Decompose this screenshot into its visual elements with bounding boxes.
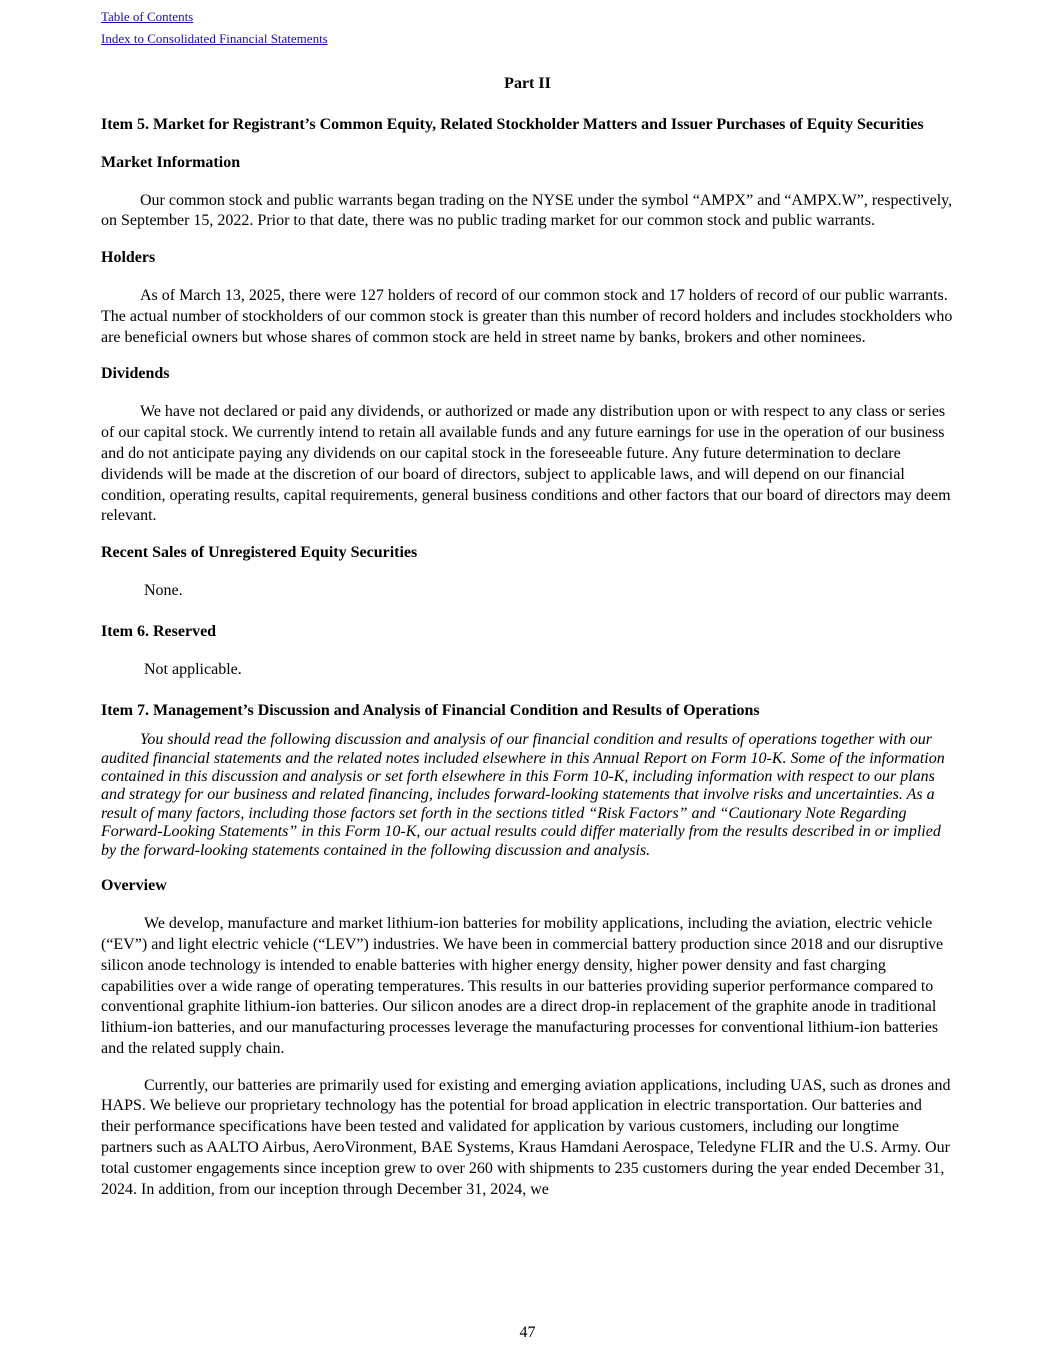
index-to-financial-statements-link[interactable]: Index to Consolidated Financial Statements [101,31,328,46]
dividends-heading: Dividends [101,365,170,383]
holders-text: As of March 13, 2025, there were 127 holders of record of our common stock and 17 holders of record of our public warrants. The actual number of stockholders of our common stock is greater than this number of record holders and includes stockholders who are beneficial owners but whose shares of common stock are held in street name by banks, brokers and other nominees. [101,287,953,346]
overview-paragraph-1: We develop, manufacture and market lithium-ion batteries for mobility applications, including the aviation, electric vehicle (“EV”) and light electric vehicle (“LEV”) industries. We have been in commercial battery production since 2018 and our disruptive silicon anode technology is intended to enable batteries with higher energy density, higher power density and fast charging capabilities over a wide range of operating temperatures. This results in our batteries providing superior performance compared to conventional graphite lithium-ion batteries. Our silicon anodes are a direct drop-in replacement of the graphite anode in traditional lithium-ion batteries, and our manufacturing processes leverage the manufacturing processes for conventional lithium-ion batteries and the related supply chain. [101,915,944,1057]
recent-sales-text: None. [144,582,183,600]
item5-heading: Item 5. Market for Registrant’s Common Equity, Related Stockholder Matters and Issuer Purchases of Equity Securities [101,116,924,133]
overview-paragraph-2: Currently, our batteries are primarily used for existing and emerging aviation applications, including UAS, such as drones and HAPS. We believe our proprietary technology has the potential for broad application in electric transportation. Our batteries and their performance specifications have been tested and validated for application by various customers, including our longtime partners such as AALTO Airbus, AeroVironment, BAE Systems, Kraus Hamdani Aerospace, Teledyne FLIR and the U.S. Army. Our total customer engagements since inception grew to over 260 with shipments to 235 customers during the year ended December 31, 2024. In addition, from our inception through December 31, 2024, we [101,1076,951,1198]
dividends-text: We have not declared or paid any dividends, or authorized or made any distribution upon or with respect to any class or series of our capital stock. We currently intend to retain all available funds and any future earnings for use in the operation of our business and do not anticipate paying any dividends on our capital stock in the foreseeable future. Any future determination to declare dividends will be made at the discretion of our board of directors, subject to applicable laws, and will depend on our financial condition, operating results, capital requirements, general business conditions and other factors that our board of directors may deem relevant. [101,403,951,525]
document-page [101,0,954,1200]
item7-intro: You should read the following discussion and analysis of our financial condition and results of operations together with our audited financial statements and the related notes included elsewhere in this Annual Report on Form 10-K. Some of the information contained in this discussion and analysis or set forth elsewhere in this Form 10-K, including information with respect to our plans and strategy for our business and related financing, includes forward-looking statements that involve risks and uncertainties. As a result of many factors, including those factors set forth in the sections titled “Risk Factors” and “Cautionary Note Regarding Forward-Looking Statements” in this Form 10-K, our actual results could differ materially from the results described in or implied by the forward-looking statements contained in the following discussion and analysis. [101,731,945,859]
holders-heading: Holders [101,249,156,267]
market-information-text: Our common stock and public warrants began trading on the NYSE under the symbol “AMPX” and “AMPX.W”, respectively, on September 15, 2022. Prior to that date, there was no public trading market for our common stock and public warrants. [101,191,953,230]
item6-heading: Item 6. Reserved [101,623,217,641]
item7-heading: Item 7. Management’s Discussion and Analysis of Financial Condition and Results of Operations [101,702,760,720]
item6-text: Not applicable. [144,661,242,679]
table-of-contents-link[interactable]: Table of Contents [101,9,194,24]
page-number: 47 [519,1324,536,1341]
market-information-heading: Market Information [101,153,241,171]
overview-heading: Overview [101,877,167,895]
recent-sales-heading: Recent Sales of Unregistered Equity Securities [101,544,418,562]
part-title: Part II [504,75,551,92]
